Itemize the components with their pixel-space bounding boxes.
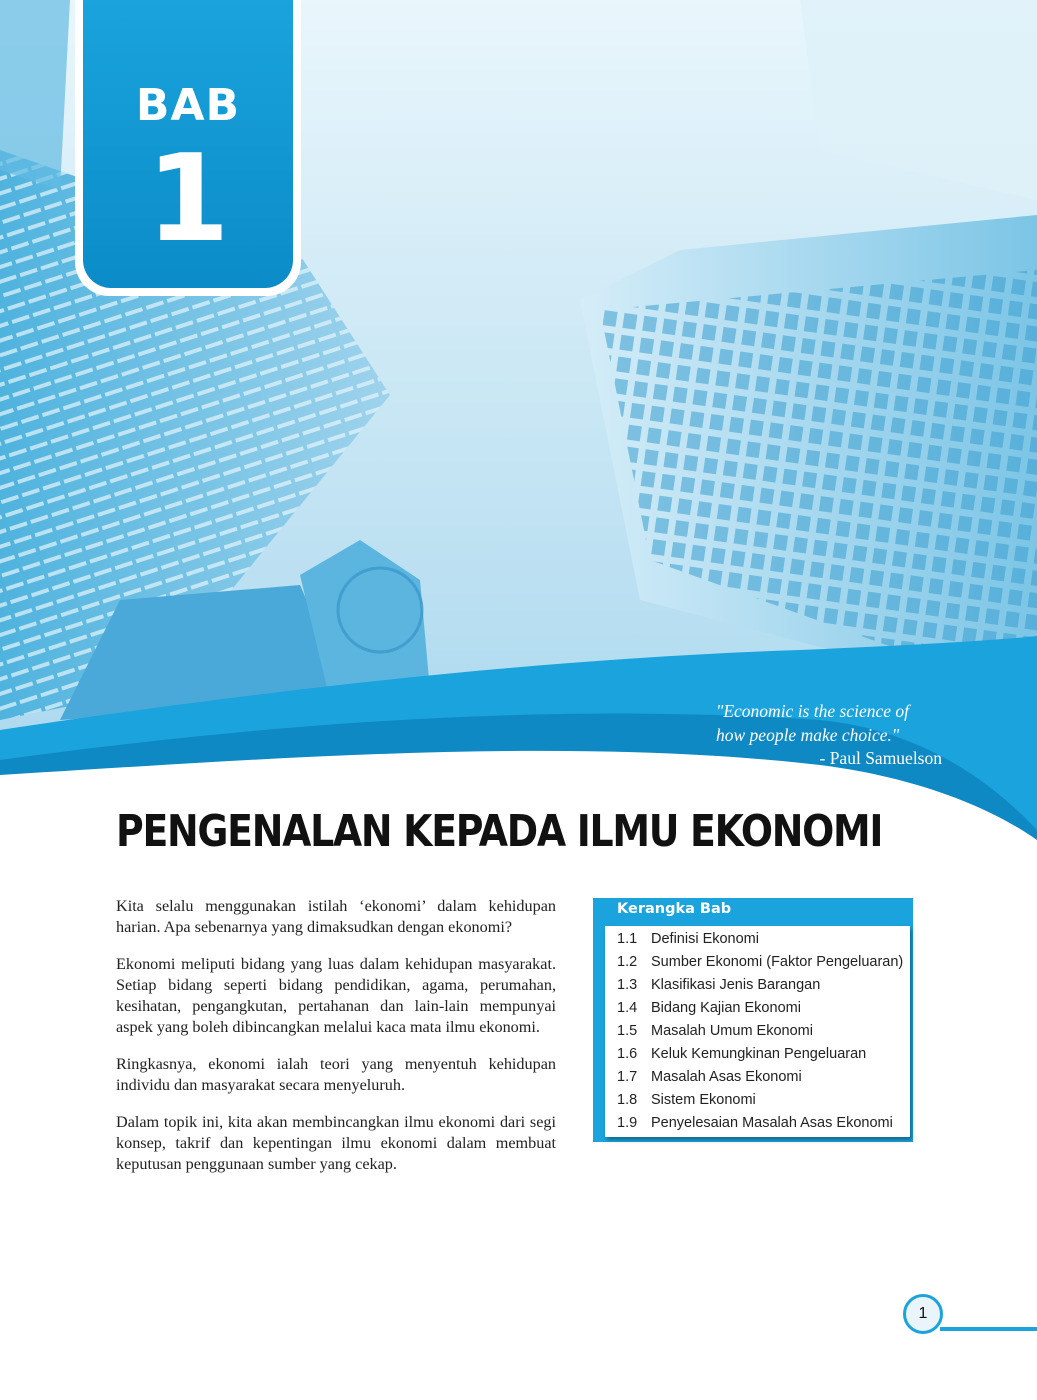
- outline-item-number: 1.1: [617, 931, 638, 947]
- page-footer-line: [940, 1327, 1037, 1331]
- chapter-tab: [75, 0, 301, 296]
- outline-item-number: 1.7: [617, 1069, 638, 1085]
- outline-title: Kerangka Bab: [617, 901, 732, 917]
- page-number: 1: [903, 1294, 943, 1334]
- outline-item-label: Keluk Kemungkinan Pengeluaran: [651, 1046, 867, 1062]
- chapter-outline: [593, 898, 913, 1140]
- outline-item-label: Definisi Ekonomi: [651, 931, 759, 947]
- outline-item-number: 1.2: [617, 954, 638, 970]
- outline-item: [605, 1043, 910, 1066]
- outline-item: [605, 1112, 910, 1135]
- chapter-badge: [83, 0, 293, 288]
- quote-text: "Economic is the science of how people make choice.": [716, 701, 909, 745]
- outline-item-number: 1.9: [617, 1115, 638, 1131]
- outline-item: [605, 928, 910, 951]
- outline-item-number: 1.3: [617, 977, 638, 993]
- outline-item: [605, 951, 910, 974]
- outline-item-label: Penyelesaian Masalah Asas Ekonomi: [651, 1115, 893, 1131]
- outline-item-label: Sistem Ekonomi: [651, 1092, 756, 1108]
- outline-item: [605, 997, 910, 1020]
- outline-item: [605, 1020, 910, 1043]
- chapter-title: PENGENALAN KEPADA ILMU EKONOMI: [116, 806, 883, 857]
- outline-item-number: 1.8: [617, 1092, 638, 1108]
- paragraph: Dalam topik ini, kita akan membincangkan ilmu ekonomi dari segi konsep, takrif dan kepentingan ilmu ekonomi dalam membuat keputusan penggunaan sumber yang cekap.: [116, 1113, 556, 1173]
- outline-item-label: Bidang Kajian Ekonomi: [651, 1000, 801, 1016]
- outline-item-number: 1.5: [617, 1023, 638, 1039]
- quote: [716, 700, 942, 771]
- chapter-number: 1: [146, 130, 230, 269]
- outline-list: [605, 926, 910, 1137]
- outline-item-label: Sumber Ekonomi (Faktor Pengeluaran): [651, 954, 904, 970]
- outline-item-label: Masalah Asas Ekonomi: [651, 1069, 802, 1085]
- chapter-word: BAB: [135, 80, 241, 131]
- outline-item-label: Masalah Umum Ekonomi: [651, 1023, 813, 1039]
- paragraph: Ringkasnya, ekonomi ialah teori yang menyentuh kehidupan individu dan masyarakat secara menyeluruh.: [116, 1055, 556, 1094]
- paragraph: Ekonomi meliputi bidang yang luas dalam kehidupan masyarakat. Setiap bidang seperti bidang pendidikan, agama, perumahan, kesihatan, pengangkutan, pertahanan dan lain-lain mempunyai aspek yang boleh dibincangkan melalui kaca mata ilmu ekonomi.: [116, 955, 556, 1036]
- outline-item-number: 1.6: [617, 1046, 638, 1062]
- intro-text: [116, 896, 556, 1191]
- paragraph: Kita selalu menggunakan istilah ‘ekonomi’ dalam kehidupan harian. Apa sebenarnya yang dimaksudkan dengan ekonomi?: [116, 897, 556, 936]
- outline-item: [605, 1066, 910, 1089]
- outline-item-label: Klasifikasi Jenis Barangan: [651, 977, 821, 993]
- outline-item: [605, 1089, 910, 1112]
- outline-item: [605, 974, 910, 997]
- quote-author: - Paul Samuelson: [819, 748, 942, 768]
- outline-item-number: 1.4: [617, 1000, 638, 1016]
